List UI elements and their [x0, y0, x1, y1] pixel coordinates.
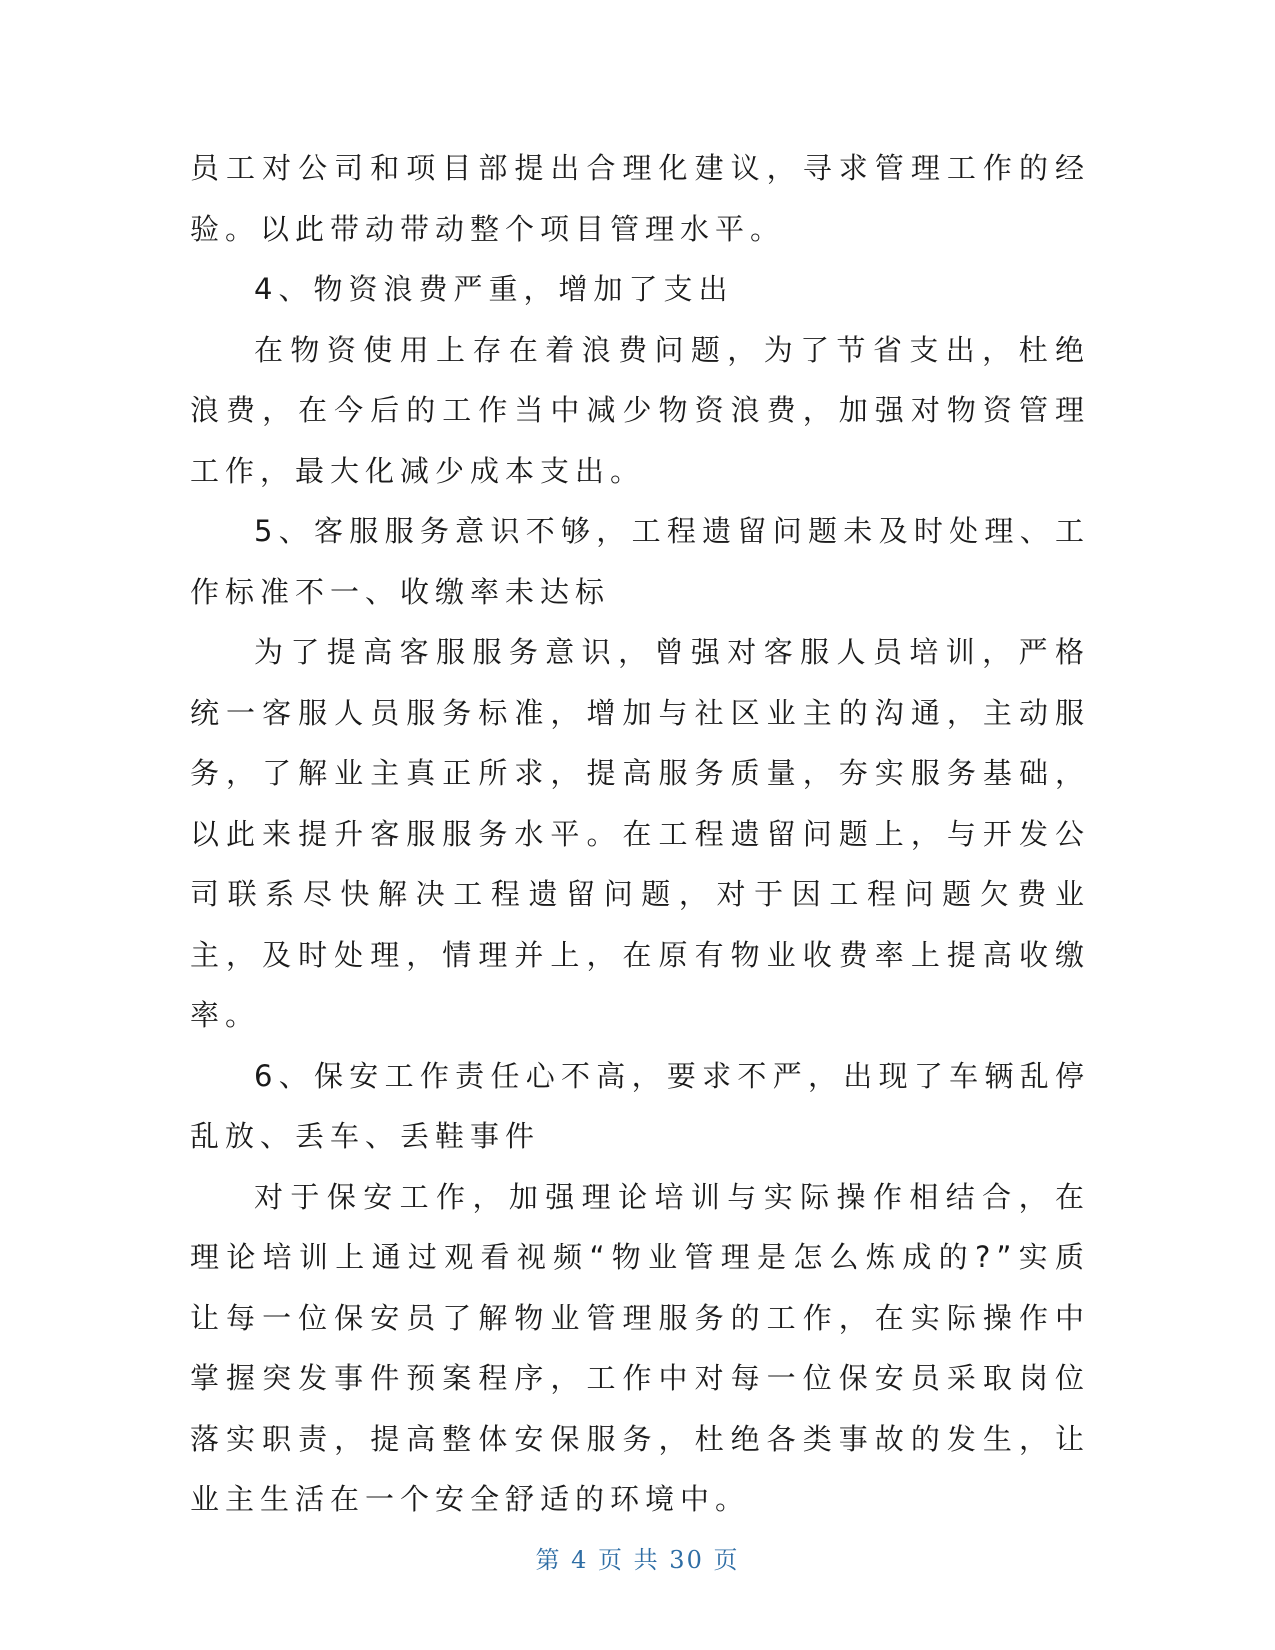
page-number-label: 第 4 页 共 30 页 [535, 1546, 740, 1574]
section-heading: 6、保安工作责任心不高，要求不严，出现了车辆乱停乱放、丢车、丢鞋事件 [190, 1058, 1090, 1153]
paragraph: 对于保安工作，加强理论培训与实际操作相结合，在理论培训上通过观看视频“物业管理是怎么炼成的?”实质让每一位保安员了解物业管理服务的工作，在实际操作中掌握突发事件预案程序，工作中对每一位保安员采取岗位落实职责，提高整体安保服务，杜绝各类事故的发生，让业主生活在一个安全舒适的环境中。 [190, 1179, 1090, 1516]
page-number-footer [0, 1540, 1275, 1575]
paragraph: 为了提高客服服务意识，曾强对客服人员培训，严格统一客服人员服务标准，增加与社区业主的沟通，主动服务，了解业主真正所求，提高服务质量，夯实服务基础，以此来提升客服服务水平。在工程遗留问题上，与开发公司联系尽快解决工程遗留问题，对于因工程问题欠费业主，及时处理，情理并上，在原有物业收费率上提高收缴率。 [190, 635, 1090, 1032]
paragraph: 在物资使用上存在着浪费问题，为了节省支出，杜绝浪费，在今后的工作当中减少物资浪费，加强对物资管理工作，最大化减少成本支出。 [190, 332, 1090, 488]
section-heading: 4、物资浪费严重，增加了支出 [254, 272, 734, 306]
paragraph: 员工对公司和项目部提出合理化建议，寻求管理工作的经验。以此带动带动整个项目管理水平。 [190, 151, 1090, 246]
document-body [190, 138, 1090, 1530]
section-heading: 5、客服服务意识不够，工程遗留问题未及时处理、工作标准不一、收缴率未达标 [190, 514, 1090, 609]
